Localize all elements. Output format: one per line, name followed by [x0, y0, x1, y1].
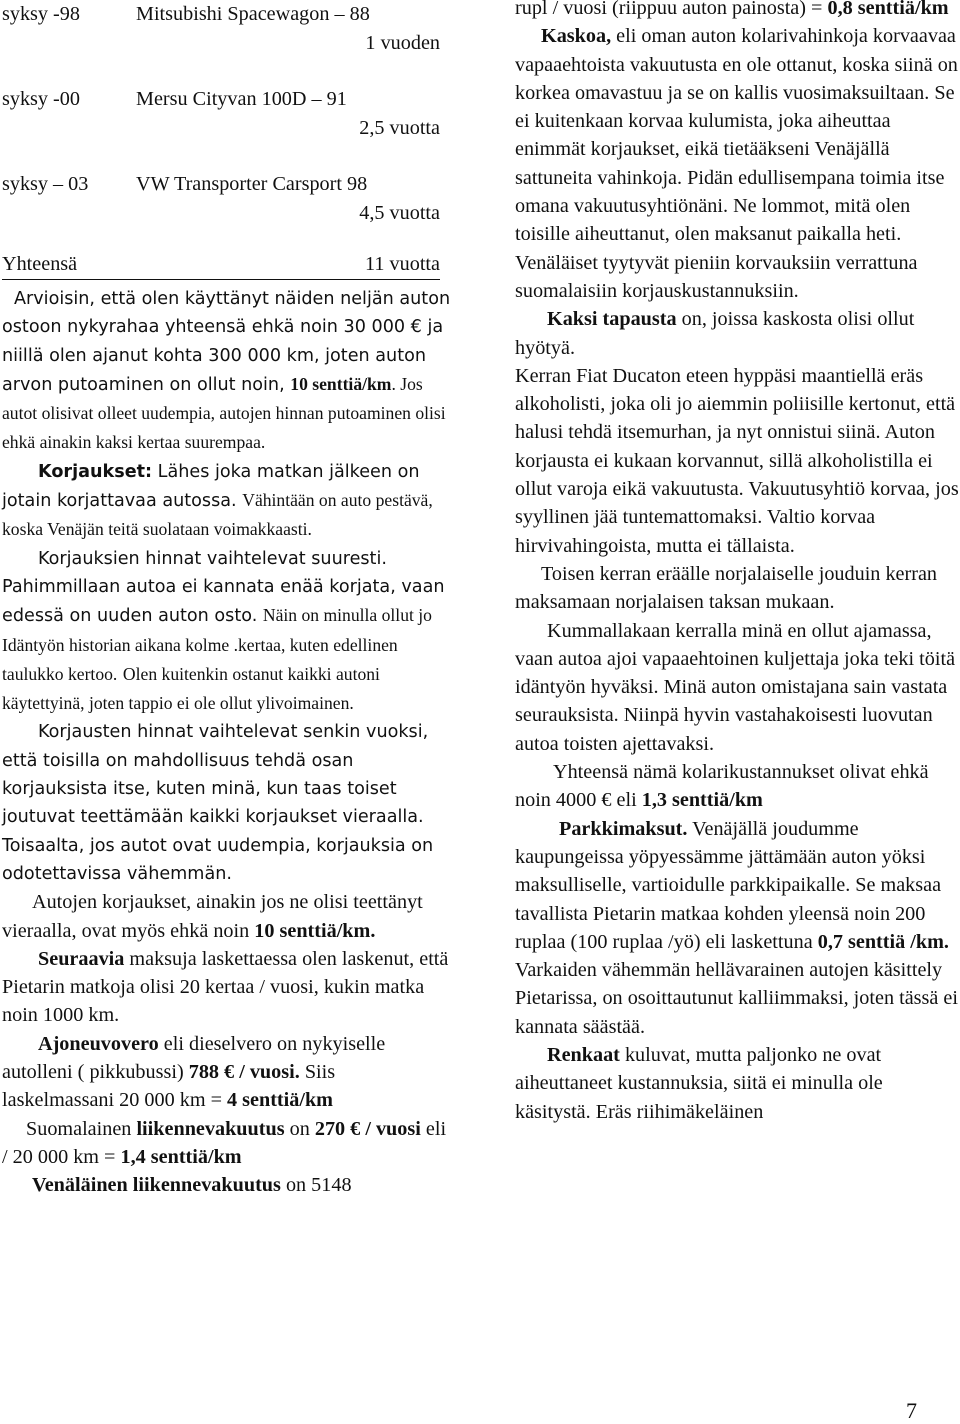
- text-run: Toisen kerran eräälle norjalaiselle jouduin kerran maksamaan norjalaisen taksan mukaan.: [515, 562, 937, 614]
- car-history-table: [2, 0, 452, 298]
- paragraph-driver: [515, 617, 960, 758]
- car-row: [2, 170, 452, 255]
- car-season: syksy -98: [2, 3, 80, 25]
- text-run: maksuja laskettaessa olen laskenut, että Pietarin matkoja olisi 20 kertaa / vuosi, kukin matka noin 1000 km.: [2, 947, 449, 1027]
- text-run: Autojen korjaukset, ainakin jos ne olisi teettänyt vieraalla, ovat myös ehkä noin: [2, 891, 423, 942]
- text-run: . Jos autot olisivat olleet uudempia, autojen hinnan putoaminen olisi ehkä ainakin kaksi kertaa suurempaa.: [2, 373, 446, 453]
- paragraph-parking: [515, 815, 960, 1041]
- bold-run: 10 senttiä/km: [290, 373, 392, 394]
- bold-run: 270 € / vuosi: [314, 1117, 421, 1140]
- bold-run: 1,4 senttiä/km: [120, 1145, 242, 1168]
- text-run: eli dieselvero on nykyiselle autolleni ( pikkubussi): [2, 1032, 386, 1084]
- total-underline: [2, 279, 440, 280]
- text-run: Arvioisin, että olen käyttänyt näiden neljän auton ostoon nykyrahaa yhteensä ehkä noin 30 000 € ja niillä olen ajanut kohta 300 000 km, joten auton arvon putoaminen on ollut noin,: [2, 289, 451, 395]
- text-run: rupl / vuosi (riippuu auton painosta) =: [515, 0, 823, 19]
- paragraph-fiat-ducato: [515, 362, 960, 560]
- text-run: on, joissa kaskosta olisi ollut hyötyä.: [515, 308, 915, 359]
- bold-run: Venäläinen liikennevakuutus: [32, 1174, 281, 1197]
- paragraph-repair-prices: [2, 545, 452, 719]
- left-body-text: [2, 285, 452, 1200]
- car-duration: 1 vuoden: [365, 32, 440, 54]
- car-row: [2, 85, 452, 170]
- text-run: Siis laskelmassani 20 000 km =: [2, 1061, 336, 1112]
- bold-run: Renkaat: [547, 1043, 620, 1066]
- paragraph-two-cases: [515, 305, 960, 362]
- text-run: Näin on minulla ollut jo Idäntyön historian aikana kolme .kertaa, kuten edellinen taulukko kertoo.: [2, 605, 432, 684]
- text-run: Vähintään on auto pestävä, koska Venäjän teitä suolataan voimakkaasti.: [2, 490, 433, 540]
- paragraph-casco: [515, 22, 960, 305]
- text-run: Venäjällä joudumme kaupungeissa yöpyessämme jättämään auton yöksi maksulliselle, vartioidulle parkkipaikalle. Se maksaa tavallista Pietarin matkaa kohden yleensä noin 200 ruplaa (100 ruplaa /yö) eli laskettuna: [515, 817, 942, 953]
- text-run: Kerran Fiat Ducaton eteen hyppäsi maantiellä eräs alkoholisti, joka oli jo aiemmin poliisille kertonut, että halusi tehdä itsemurhan, ja nyt onnistui siinä. Auton korjausta ei kukaan korvannut, sillä alkoholistilla ei ollut varoja eikä vakuutusta. Vakuutusyhtiö korvaa, jos syyllinen jää tuntemattomaksi. Valtio korvaa hirvivahingoista, mutta ei tällaista.: [515, 364, 959, 557]
- right-body-text: [515, 0, 960, 1126]
- paragraph-repair-costs: [2, 718, 452, 888]
- total-value: 11 vuotta: [365, 253, 440, 275]
- bold-run: 10 senttiä/km.: [254, 919, 376, 942]
- text-run: kuluvat, mutta paljonko ne ovat aiheuttaneet kustannuksia, siitä ei minulla ole käsitystä. Eräs riihimäkeläinen: [515, 1043, 883, 1123]
- bold-run: 4 senttiä/km: [227, 1089, 333, 1112]
- text-run: Kummallakaan kerralla minä en ollut ajamassa, vaan autoa ajoi vapaaehtoinen kuljettaja joka teki töitä idäntyön hyväksi. Minä auton omistajana sain vastata seurauksista. Niinpä hyvin vastahakoisesti luovutan autoa toisten ajettavaksi.: [515, 619, 956, 755]
- paragraph-finnish-insurance: [2, 1115, 452, 1172]
- paragraph-norwegian: [515, 560, 960, 617]
- page-number: 7: [906, 1398, 917, 1423]
- bold-run: 0,7 senttiä /km.: [817, 930, 949, 953]
- bold-run: Seuraavia: [38, 947, 125, 970]
- bold-run: liikennevakuutus: [136, 1117, 285, 1140]
- car-duration: 2,5 vuotta: [359, 117, 440, 139]
- total-label: Yhteensä: [2, 253, 78, 275]
- text-run: Korjausten hinnat vaihtelevat senkin vuoksi, että toisilla on mahdollisuus tehdä osan korjauksista itse, kuten minä, kun taas toiset joutuvat teettämään kaikki korjaukset vieraalla. Toisaalta, jos autot ovat uudempia, korjauksia on odotettavissa vähemmän.: [2, 722, 434, 884]
- text-run: on: [289, 1117, 310, 1140]
- text-run: Varkaiden vähemmän hellävarainen autojen käsittely Pietarissa, on osoittautunut kalliimmaksi, joten tässä ei kannata säästää.: [515, 959, 958, 1038]
- bold-run: 788 € / vuosi.: [188, 1061, 300, 1084]
- text-run: Suomalainen: [26, 1117, 132, 1140]
- paragraph-repair-estimate: [2, 888, 452, 945]
- paragraph-vehicle-tax: [2, 1030, 452, 1115]
- car-model: Mersu Cityvan 100D – 91: [136, 88, 347, 110]
- car-duration: 4,5 vuotta: [359, 202, 440, 224]
- paragraph-repairs: [2, 458, 452, 545]
- left-column: [2, 0, 452, 1197]
- paragraph-following: [2, 945, 452, 1030]
- car-model: VW Transporter Carsport 98: [136, 173, 368, 195]
- text-run: Korjauksien hinnat vaihtelevat suuresti. Pahimmillaan autoa ei kannata enää korjata, vaan edessä on uuden auton osto.: [2, 548, 445, 627]
- text-run: eli / 20 000 km =: [2, 1117, 447, 1168]
- car-model: Mitsubishi Spacewagon – 88: [136, 3, 370, 25]
- bold-run: Ajoneuvovero: [38, 1032, 159, 1055]
- text-run: Yhteensä nämä kolarikustannukset olivat ehkä noin 4000 € eli: [515, 761, 929, 812]
- text-run: Lähes joka matkan jälkeen on jotain korjattavaa autossa.: [2, 461, 420, 512]
- text-run: Olen kuitenkin ostanut kaikki autoni käytettyinä, joten tappio ei ole ollut ylivoimainen.: [2, 663, 380, 714]
- bold-run: Parkkimaksut.: [559, 817, 688, 840]
- paragraph-collision-total: [515, 758, 960, 815]
- text-run: on 5148: [285, 1174, 352, 1197]
- bold-run: Korjaukset:: [38, 461, 153, 482]
- paragraph-russian-insurance-cont: [515, 0, 960, 22]
- bold-run: 0,8 senttiä/km: [827, 0, 949, 19]
- paragraph-russian-insurance: [2, 1171, 452, 1199]
- car-season: syksy – 03: [2, 173, 89, 195]
- bold-run: Kaksi tapausta: [547, 308, 677, 331]
- car-row: [2, 0, 452, 85]
- paragraph-depreciation: [2, 285, 452, 458]
- bold-run: 1,3 senttiä/km: [641, 789, 763, 812]
- car-season: syksy -00: [2, 88, 80, 110]
- paragraph-tires: [515, 1041, 960, 1126]
- bold-run: Kaskoa,: [541, 25, 612, 48]
- text-run: eli oman auton kolarivahinkoja korvaavaa vapaaehtoista vakuutusta en ole ottanut, koska siinä on korkea omavastuu ja se on kallis vuosimaksuiltaan. Se ei kuitenkaan korvaa kulumista, joka aiheuttaa enimmät korjaukset, eikä tietääkseni Venäjällä sattuneita vahinkoja. Pidän edullisempana toimia itse omana vakuutusyhtiönäni. Ne lommot, mitä olen toisille aiheuttanut, olen maksanut paikalla heti. Venäläiset tyytyvät pieniin korvauksiin verrattuna suomalaisiin korjauskustannuksiin.: [515, 25, 958, 302]
